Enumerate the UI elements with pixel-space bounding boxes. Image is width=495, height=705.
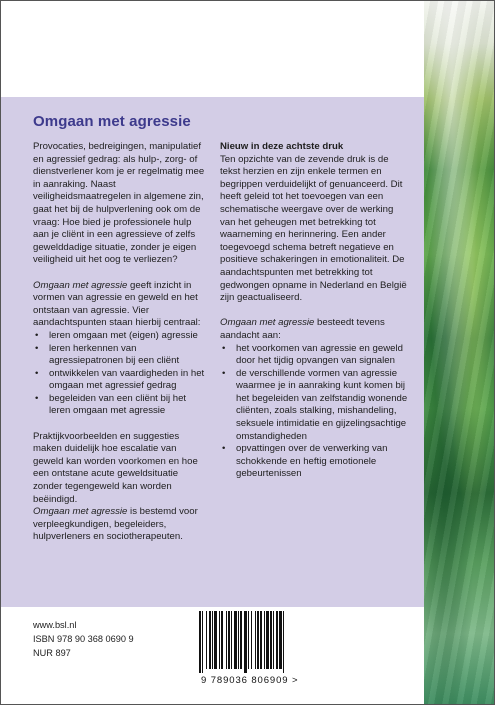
barcode-bar xyxy=(221,611,223,669)
audience-paragraph xyxy=(33,506,209,544)
barcode-bar xyxy=(264,611,265,669)
nur-code: NUR 897 xyxy=(33,648,71,658)
right-column xyxy=(220,141,408,481)
barcode-bar xyxy=(260,611,262,669)
barcode-bar xyxy=(219,611,220,669)
barcode-bar xyxy=(273,611,274,669)
barcode-bar xyxy=(209,611,211,669)
left-column xyxy=(33,141,209,544)
barcode-bar xyxy=(199,611,201,673)
publisher-info xyxy=(33,618,134,660)
attention-text: besteedt tevens aandacht aan: xyxy=(220,317,385,341)
new-edition-heading: Nieuw in deze achtste druk xyxy=(220,141,344,152)
barcode-bar xyxy=(228,611,230,669)
barcode-bar xyxy=(255,611,256,669)
list-item: • begeleiden van een cliënt bij het leren omgaan met agressie xyxy=(33,393,209,418)
list-item: • het voorkomen van agressie en geweld door het tijdig opvangen van signalen xyxy=(220,343,408,368)
examples-paragraph: Praktijkvoorbeelden en suggesties maken duidelijk hoe escalatie van geweld kan worden voorkomen en hoe een ontstane acute geweldsituatie zonder tegengeweld kan worden beëindigd. xyxy=(33,430,198,505)
barcode-bar xyxy=(276,611,278,669)
barcode-bar xyxy=(279,611,282,669)
barcode-bar xyxy=(234,611,237,669)
title-italic: Omgaan met agressie xyxy=(33,506,128,518)
barcode-bar xyxy=(240,611,242,669)
barcode-bar xyxy=(251,611,252,669)
list-item: • ontwikkelen van vaardigheden in het omgaan met agressief gedrag xyxy=(33,368,209,393)
barcode-bar xyxy=(226,611,227,669)
list-item: • leren omgaan met (eigen) agressie xyxy=(33,330,209,343)
isbn-barcode xyxy=(195,611,315,693)
barcode-bar xyxy=(214,611,217,669)
focus-points-list xyxy=(33,330,209,418)
barcode-bar xyxy=(212,611,213,669)
list-item: • de verschillende vormen van agressie waarmee je in aanraking kunt komen bij het begeleiden van zelfstandig wonende cliënten, zoals stalking, mishandeling, seksuele intimidatie en gijzelingsachtige omstandigheden xyxy=(220,368,408,444)
intro-paragraph: Provocaties, bedreigingen, manipulatief en agressief gedrag: als hulp-, zorg- of dienstverlener kom je er regelmatig mee in aanraking. Naast veiligheidsmaatregelen in algemene zin, gaat het bij de hulpverlening ook om de vraag: Hoe bied je professionele hulp aan je cliënt in een agressieve of zelfs gewelddadige situatie, zonder je eigen veiligheid uit het oog te verliezen? xyxy=(33,141,205,266)
barcode-bars xyxy=(195,611,315,675)
title-italic: Omgaan met agressie xyxy=(220,317,315,329)
new-edition-paragraph: Ten opzichte van de zevende druk is de tekst herzien en zijn enkele termen en begrippen verduidelijkt of genuanceerd. Dit heeft geleid tot het toevoegen van een schematische weergave over de werking van het geheugen met betrekking tot waarneming en herinnering. Een ander toegevoegd schema betreft negatieve en positieve schakeringen in emotionaliteit. De aandachtspunten met betrekking tot gedwongen opname in Nederland en België zijn geactualiseerd. xyxy=(220,153,407,304)
list-item: • leren herkennen van agressiepatronen bij een cliënt xyxy=(33,343,209,368)
book-title: Omgaan met agressie xyxy=(33,113,191,130)
cover-photo-strip xyxy=(424,1,494,704)
barcode-bar xyxy=(270,611,272,669)
isbn-number: ISBN 978 90 368 0690 9 xyxy=(33,634,134,644)
attention-list xyxy=(220,343,408,482)
barcode-bar xyxy=(266,611,269,669)
barcode-bar xyxy=(248,611,249,669)
attention-paragraph xyxy=(220,317,408,342)
blurb-panel xyxy=(1,97,424,607)
barcode-bar xyxy=(238,611,239,669)
barcode-bar xyxy=(283,611,284,673)
audience-text: is bestemd voor verpleegkundigen, begeleiders, hulpverleners en sociotherapeuten. xyxy=(33,506,198,543)
barcode-digits: 9 789036 806909 > xyxy=(201,675,299,686)
barcode-bar xyxy=(202,611,203,673)
barcode-bar xyxy=(244,611,247,673)
scope-paragraph xyxy=(33,280,209,330)
publisher-website: www.bsl.nl xyxy=(33,620,77,630)
barcode-bar xyxy=(231,611,232,669)
top-white-area xyxy=(1,1,424,97)
scope-text: geeft inzicht in vormen van agressie en geweld en het ontstaan van agressie. Vier aandachtspunten staan hierbij centraal: xyxy=(33,279,201,329)
barcode-bar xyxy=(257,611,259,669)
barcode-bar xyxy=(206,611,207,669)
title-italic: Omgaan met agressie xyxy=(33,279,128,291)
list-item: • opvattingen over de verwerking van schokkende en heftig emotionele gebeurtenissen xyxy=(220,443,408,481)
